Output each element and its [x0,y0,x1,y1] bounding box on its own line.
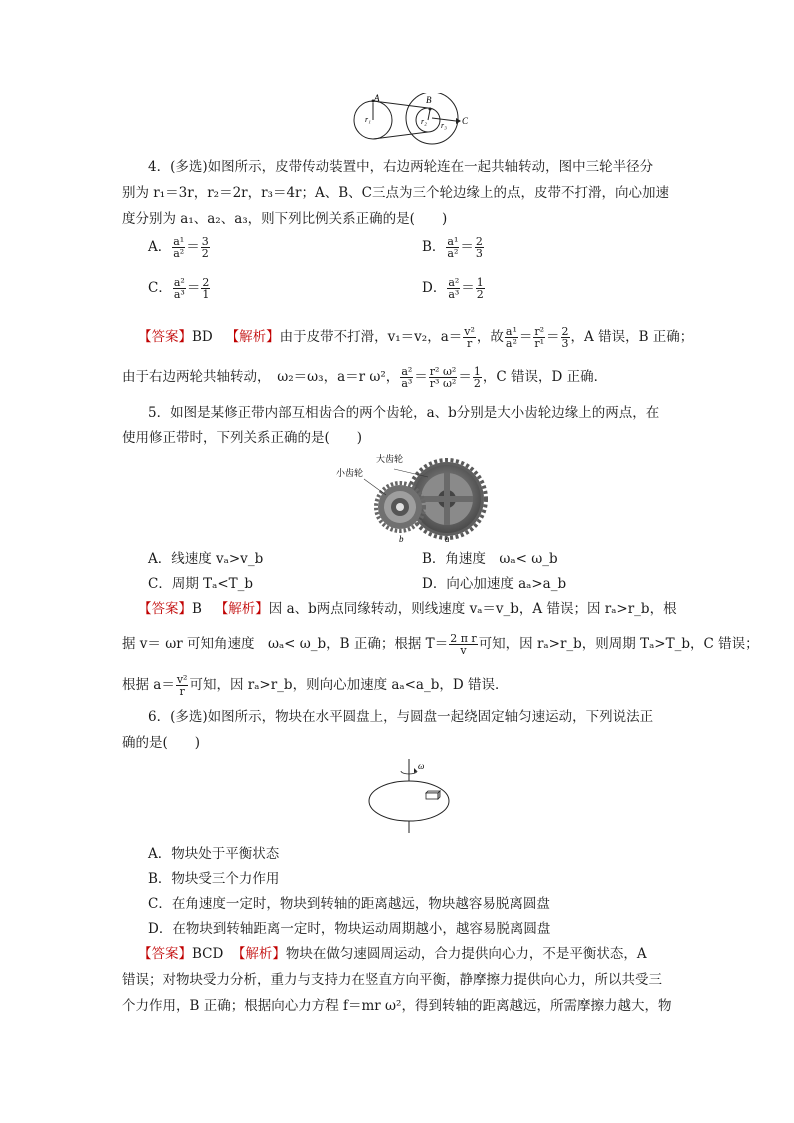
q4-option-b[interactable]: B． $\frac{\text{a¹}}{\text{a²}}$ ＝ $\frac{2}{3}$ [422,235,483,260]
label-C: C [462,116,469,126]
q4-line-3: 度分别为 a₁、a₂、a₃，则下列比例关系正确的是( ) [122,211,448,227]
q6-line-2: 确的是( ) [122,735,201,751]
q5-line-1: 5．如图是某修正带内部互相齿合的两个齿轮，a、b分别是大小齿轮边缘上的两点，在 [148,405,660,421]
q5-option-d[interactable]: D．向心加速度 aₐ>a_b [422,576,567,592]
belt-drive-figure [350,93,480,145]
q4-option-c[interactable]: C． $\frac{\text{a²}}{\text{a³}}$ ＝ $\frac{2}{1}$ [148,276,210,301]
label-small-gear: 小齿轮 [336,469,364,479]
label-B: B [426,95,432,105]
q6-explanation-1: 【答案】BCD 【解析】物块在做匀速圆周运动，合力提供向心力，不是平衡状态，A [138,946,647,962]
q6-explanation-2: 错误；对物块受力分析，重力与支持力在竖直方向平衡，静摩擦力提供向心力，所以共受三 [122,972,662,988]
q5-explanation-3: 根据 a＝ $\frac{\text{v²}}{r}$ 可知，因 rₐ>r_b，则向心加速度 aₐ<a_b，D 错误． [122,673,509,698]
answer-value: B [192,601,202,617]
explanation-tag: 【解析】 [225,329,280,345]
label-r1: r₁ [365,115,371,124]
q5-explanation-1: 【答案】B 【解析】因 a、b两点同缘转动，则线速度 vₐ＝v_b，A 错误；因 rₐ>r_b，根 [138,601,677,617]
label-a: a [445,534,450,543]
block-icon [426,791,440,799]
q4-explanation-2: 由于右边两轮共轴转动， ω₂＝ω₃，a＝r ω²， $\frac{\text{a²}}{\text{a³}}$ ＝ $\frac{\text{r² ω²}}{\text{r³ ω²}}$ ＝ $\frac{1}{2}$ ，C 错误，D 正确． [122,365,608,390]
answer-tag: 【答案】 [138,946,192,962]
q6-option-c[interactable]: C．在角速度一定时，物块到转轴的距离越远，物块越容易脱离圆盘 [148,896,550,912]
q4-explanation-1: 【答案】BD 【解析】由于皮带不打滑，v₁＝v₂，a＝ $\frac{\text{v²}}{r}$ ，故 $\frac{\text{a¹}}{\text{a²}}$ ＝ $\frac{\text{r²}}{\text{r¹}}$ ＝ $\frac{2}{3}$ ，A 错误，B 正确； [138,325,694,350]
q6-option-d[interactable]: D．在物块到转轴距离一定时，物块运动周期越小，越容易脱离圆盘 [148,921,551,937]
label-omega: ω [418,761,425,771]
answer-value: BCD [192,946,224,962]
answer-tag: 【答案】 [138,329,192,345]
q5-line-2: 使用修正带时，下列关系正确的是( ) [122,430,363,446]
gears-figure [334,447,494,543]
label-r2: r₂ [421,117,427,126]
q4-line-2: 别为 r₁＝3r，r₂＝2r，r₃＝4r；A、B、C三点为三个轮边缘上的点，皮带不打滑，向心加速 [122,185,670,201]
q6-option-a[interactable]: A．物块处于平衡状态 [148,846,280,862]
label-A: A [374,93,380,103]
label-big-gear: 大齿轮 [376,455,404,465]
q6-line-1: 6．(多选)如图所示，物块在水平圆盘上，与圆盘一起绕固定轴匀速运动，下列说法正 [148,709,654,725]
q4-option-d[interactable]: D． $\frac{\text{a²}}{\text{a³}}$ ＝ $\frac{1}{2}$ [422,276,484,301]
q6-explanation-3: 个力作用，B 正确；根据向心力方程 f＝mr ω²，得到转轴的距离越远，所需摩擦力越大，物 [122,998,672,1014]
answer-tag: 【答案】 [138,601,192,617]
q5-option-b[interactable]: B．角速度 ωₐ< ω_b [422,551,558,567]
label-b: b [399,534,404,543]
disk-figure [367,757,467,835]
answer-value: BD [192,329,213,345]
q4-line-1: 4．(多选)如图所示，皮带传动装置中，右边两轮连在一起共轴转动，图中三轮半径分 [148,159,654,175]
q5-option-c[interactable]: C．周期 Tₐ<T_b [148,576,254,592]
explanation-tag: 【解析】 [214,601,269,617]
q5-option-a[interactable]: A．线速度 vₐ>v_b [148,551,264,567]
label-r3: r₃ [441,121,447,130]
q4-option-a[interactable]: A． $\frac{\text{a¹}}{\text{a²}}$ ＝ $\frac{3}{2}$ [148,235,209,260]
explanation-tag: 【解析】 [231,946,286,962]
q6-option-b[interactable]: B．物块受三个力作用 [148,871,280,887]
q5-explanation-2: 据 v＝ ωr 可知角速度 ωₐ< ω_b，B 正确；根据 T＝ $\frac{\text{2 π r}}{v}$ 可知，因 rₐ>r_b，则周期 Tₐ>T_b，C 错误； [122,632,759,657]
